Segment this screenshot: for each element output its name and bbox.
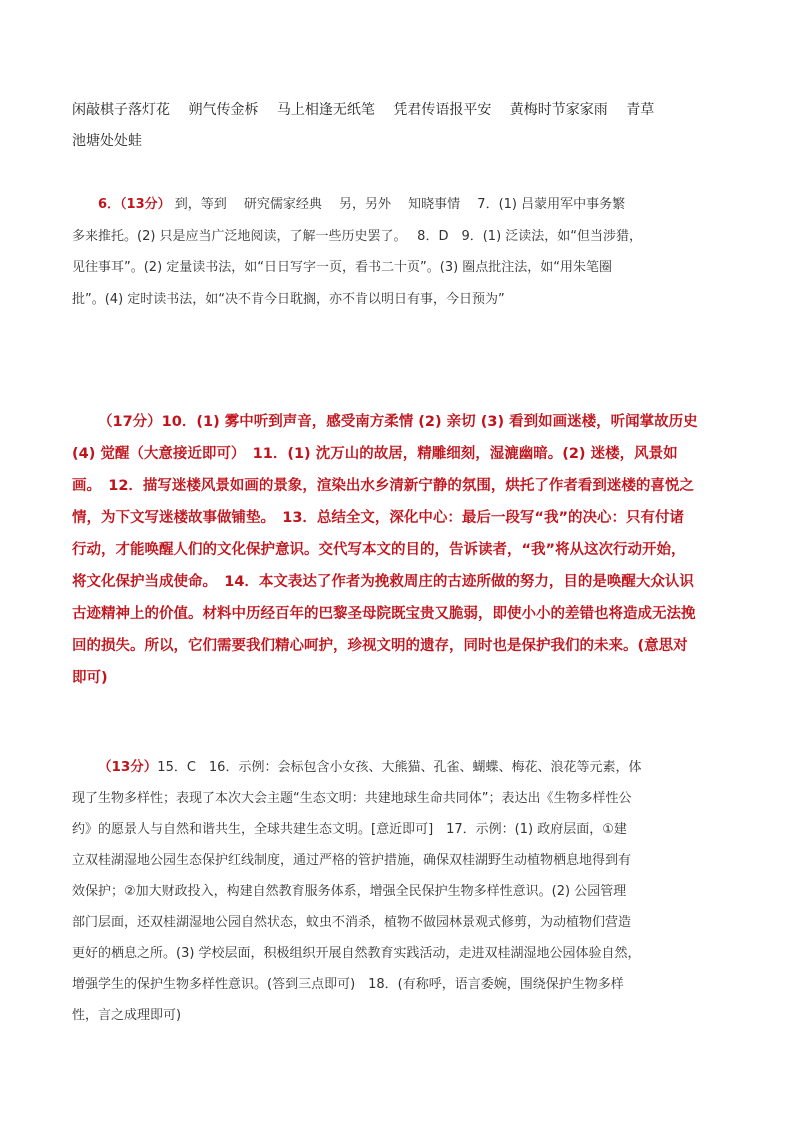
- question-score: 6．（13分）: [98, 197, 171, 212]
- answer-line: [98, 195, 625, 215]
- answer-line: 池塘处处蛙: [72, 133, 142, 149]
- question-score: （13分）: [98, 759, 158, 775]
- answer-line: 即可): [72, 670, 108, 686]
- answer-line: 回的损失。所以，它们需要我们精心呵护，珍视文明的遗存，同时也是保护我们的未来。(意思对: [72, 638, 688, 654]
- answer-line: 多来推托。(2) 只是应当广泛地阅读，了解一些历史罢了。 8．D 9．(1) 泛读法，如“但当涉猎，: [72, 229, 643, 244]
- answer-line: 古迹精神上的价值。材料中历经百年的巴黎圣母院既宝贵又脆弱，即使小小的差错也将造成无法挽: [72, 606, 696, 622]
- answer-line: 增强学生的保护生物多样性意识。(答到三点即可) 18．(有称呼，语言委婉，围绕保护生物多样: [72, 977, 624, 992]
- answer-line: 更好的栖息之所。(3) 学校层面，积极组织开展自然教育实践活动，走进双桂湖湿地公园体验自然，: [72, 946, 641, 961]
- answer-line: 效保护；②加大财政投入，构建自然教育服务体系，增强全民保护生物多样性意识。(2) 公园管理: [72, 884, 627, 899]
- answer-line: 批”。(4) 定时读书法，如“决不肯今日耽搁，亦不肯以明日有事，今日预为”: [72, 292, 505, 307]
- answer-text: 到，等到 研究儒家经典 另，另外 知晓事情 7．(1) 吕蒙用军中事务繁: [174, 197, 626, 212]
- answer-line: （17分）10．(1) 雾中听到声音，感受南方柔情 (2) 亲切 (3) 看到如画迷楼，听闻掌故历史: [98, 414, 698, 430]
- answer-line: 部门层面，还双桂湖湿地公园自然状态，蚊虫不消杀，植物不做园林景观式修剪，为动植物们营造: [72, 915, 632, 930]
- answer-line: 画。 12．描写迷楼风景如画的景象，渲染出水乡清新宁静的氛围，烘托了作者看到迷楼的喜悦之: [72, 478, 694, 494]
- answer-line: 行动，才能唤醒人们的文化保护意识。交代写本文的目的，告诉读者，“我”将从这次行动开始，: [72, 542, 686, 558]
- answer-line: 情，为下文写迷楼故事做铺垫。 13．总结全文，深化中心：最后一段写“我”的决心：只有付诸: [72, 510, 684, 526]
- answer-line: 闲敲棋子落灯花 朔气传金柝 马上相逢无纸笔 凭君传语报平安 黄梅时节家家雨 青草: [72, 102, 655, 118]
- answer-line: [98, 757, 641, 778]
- answer-line: 立双桂湖湿地公园生态保护红线制度，通过严格的管护措施，确保双桂湖野生动植物栖息地得到有: [72, 853, 632, 868]
- answer-line: 现了生物多样性；表现了本次大会主题“生态文明：共建地球生命共同体”；表达出《生物多样性公: [72, 791, 632, 806]
- answer-line: 见往事耳”。(2) 定量读书法，如“日日写字一页，看书二十页”。(3) 圈点批注法，如“用朱笔圈: [72, 260, 613, 275]
- answer-line: 将文化保护当成使命。 14．本文表达了作者为挽救周庄的古迹所做的努力，目的是唤醒大众认识: [72, 574, 694, 590]
- answer-line: 约》的愿景人与自然和谐共生，全球共建生态文明。[意近即可] 17．示例：(1) 政府层面，①建: [72, 822, 627, 837]
- answer-line: 性，言之成理即可): [72, 1008, 182, 1023]
- answer-text: 15．C 16．示例：会标包含小女孩、大熊猫、孔雀、蝴蝶、梅花、浪花等元素，体: [157, 760, 642, 775]
- answer-line: (4) 觉醒（大意接近即可） 11．(1) 沈万山的故居，精雕细刻，湿漉幽暗。(2) 迷楼，风景如: [72, 446, 678, 462]
